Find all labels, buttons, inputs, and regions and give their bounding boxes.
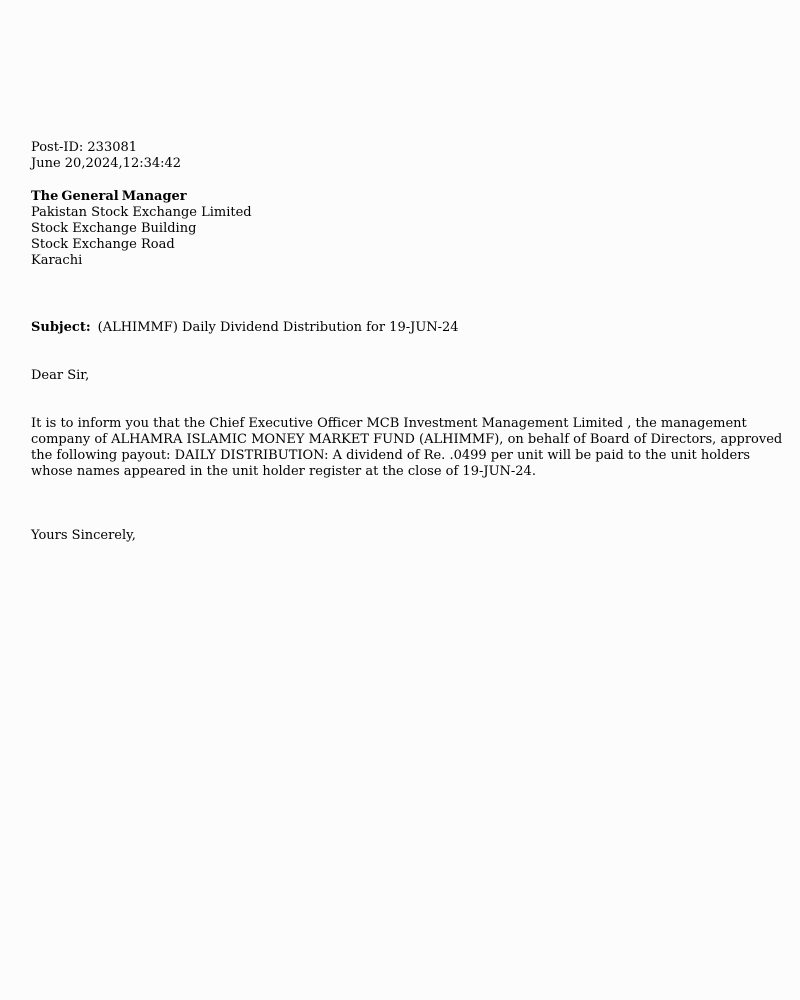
letter-body-paragraph: It is to inform you that the Chief Executive Officer MCB Investment Management Limited , the management company of ALHAMRA ISLAMIC MONEY MARKET FUND (ALHIMMF), on behalf of Board of Directors, approved the following payout: DAILY DISTRIBUTION: A dividend of Re. .0499 per unit will be paid to the unit holders whose names appeared in the unit holder register at the close of 19-JUN-24. (31, 416, 783, 479)
recipient-address-block (31, 189, 791, 269)
recipient-address-line: Stock Exchange Building (31, 221, 197, 236)
recipient-address-line: Stock Exchange Road (31, 237, 175, 252)
recipient-address-line: Karachi (31, 253, 83, 268)
recipient-address-line: Pakistan Stock Exchange Limited (31, 205, 252, 220)
letter-meta (31, 140, 791, 172)
datetime-line: June 20,2024,12:34:42 (31, 156, 182, 171)
salutation: Dear Sir, (31, 368, 90, 383)
post-id-line: Post-ID: 233081 (31, 140, 138, 155)
subject-label: Subject: (31, 320, 91, 335)
subject-line (31, 320, 791, 336)
subject-text: (ALHIMMF) Daily Dividend Distribution for 19-JUN-24 (97, 320, 459, 335)
recipient-title: The General Manager (31, 189, 187, 204)
closing-signoff: Yours Sincerely, (31, 528, 136, 543)
